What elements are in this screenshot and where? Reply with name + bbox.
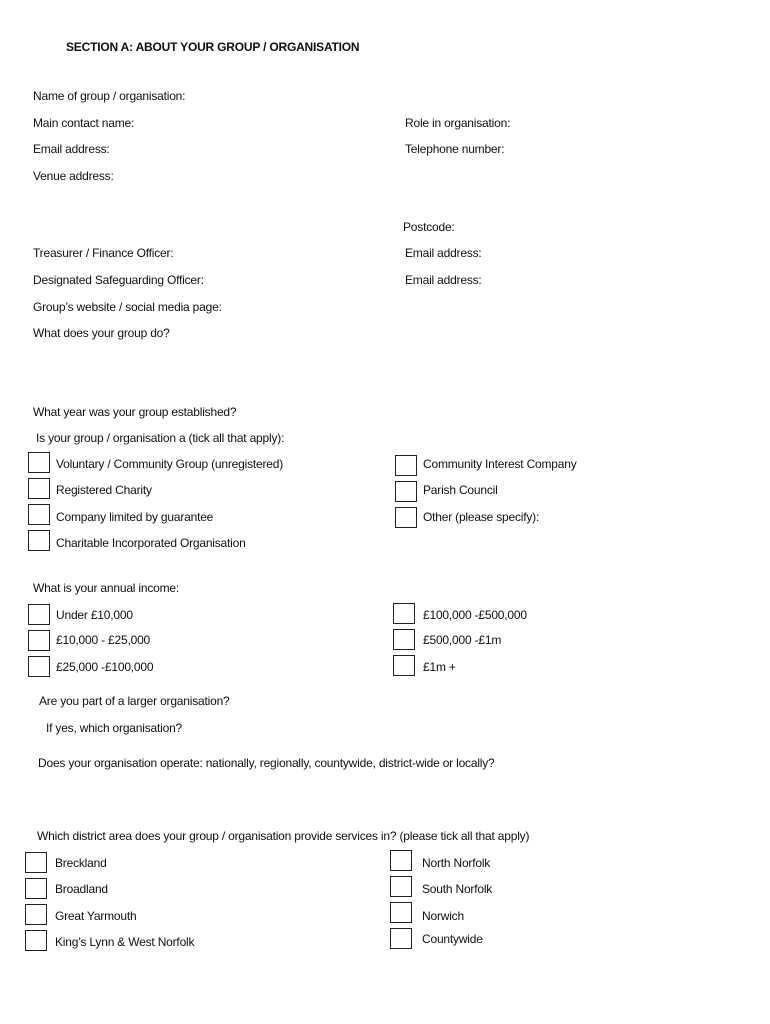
income-checkbox[interactable]	[393, 655, 415, 676]
org-type-label: Company limited by guarantee	[56, 510, 214, 524]
income-label: £100,000 -£500,000	[423, 608, 527, 622]
district-question: Which district area does your group / organisation provide services in? (please tick all that apply)	[37, 829, 530, 843]
income-checkbox[interactable]	[28, 656, 50, 677]
larger-org-question: Are you part of a larger organisation?	[39, 694, 230, 708]
income-label: £500,000 -£1m	[423, 633, 502, 647]
org-type-label: Parish Council	[423, 483, 498, 497]
district-label: Countywide	[422, 932, 483, 946]
org-type-checkbox[interactable]	[28, 478, 50, 499]
email-label: Email address:	[33, 142, 110, 156]
section-title: SECTION A: ABOUT YOUR GROUP / ORGANISATION	[66, 40, 360, 54]
org-type-checkbox[interactable]	[28, 504, 50, 525]
year-established-label: What year was your group established?	[33, 405, 237, 419]
district-label: King’s Lynn & West Norfolk	[55, 935, 195, 949]
treasurer-email-label: Email address:	[405, 246, 482, 260]
district-checkbox[interactable]	[390, 928, 412, 949]
income-label: £1m +	[423, 660, 456, 674]
income-label: £10,000 - £25,000	[56, 633, 151, 647]
safeguarding-email-label: Email address:	[405, 273, 482, 287]
income-question: What is your annual income:	[33, 581, 180, 595]
org-type-question: Is your group / organisation a (tick all that apply):	[36, 431, 285, 445]
district-checkbox[interactable]	[25, 930, 47, 951]
income-checkbox[interactable]	[28, 604, 50, 625]
district-checkbox[interactable]	[390, 902, 412, 923]
org-type-checkbox[interactable]	[28, 452, 50, 473]
income-label: Under £10,000	[56, 608, 133, 622]
district-label: South Norfolk	[422, 882, 493, 896]
org-type-label: Other (please specify):	[423, 510, 540, 524]
income-checkbox[interactable]	[393, 603, 415, 624]
district-label: Breckland	[55, 856, 107, 870]
role-label: Role in organisation:	[405, 116, 511, 130]
safeguarding-label: Designated Safeguarding Officer:	[33, 273, 204, 287]
income-checkbox[interactable]	[393, 629, 415, 650]
larger-org-followup: If yes, which organisation?	[46, 721, 183, 735]
district-label: Broadland	[55, 882, 108, 896]
org-type-label: Registered Charity	[56, 483, 152, 497]
income-label: £25,000 -£100,000	[56, 660, 154, 674]
venue-label: Venue address:	[33, 169, 114, 183]
what-do-label: What does your group do?	[33, 326, 170, 340]
group-name-label: Name of group / organisation:	[33, 89, 186, 103]
district-label: North Norfolk	[422, 856, 491, 870]
org-type-label: Community Interest Company	[423, 457, 577, 471]
org-type-label: Charitable Incorporated Organisation	[56, 536, 246, 550]
org-type-checkbox[interactable]	[395, 481, 417, 502]
org-type-label: Voluntary / Community Group (unregistered)	[56, 457, 284, 471]
operate-question: Does your organisation operate: nationally, regionally, countywide, district-wide or locally?	[38, 756, 495, 770]
website-label: Group’s website / social media page:	[33, 300, 222, 314]
org-type-checkbox[interactable]	[28, 530, 50, 551]
treasurer-label: Treasurer / Finance Officer:	[33, 246, 174, 260]
district-label: Great Yarmouth	[55, 909, 137, 923]
postcode-label: Postcode:	[403, 220, 455, 234]
main-contact-label: Main contact name:	[33, 116, 135, 130]
district-checkbox[interactable]	[390, 876, 412, 897]
district-checkbox[interactable]	[390, 850, 412, 871]
district-checkbox[interactable]	[25, 878, 47, 899]
org-type-checkbox[interactable]	[395, 507, 417, 528]
org-type-checkbox[interactable]	[395, 455, 417, 476]
district-checkbox[interactable]	[25, 852, 47, 873]
income-checkbox[interactable]	[28, 630, 50, 651]
district-label: Norwich	[422, 909, 464, 923]
telephone-label: Telephone number:	[405, 142, 505, 156]
district-checkbox[interactable]	[25, 904, 47, 925]
